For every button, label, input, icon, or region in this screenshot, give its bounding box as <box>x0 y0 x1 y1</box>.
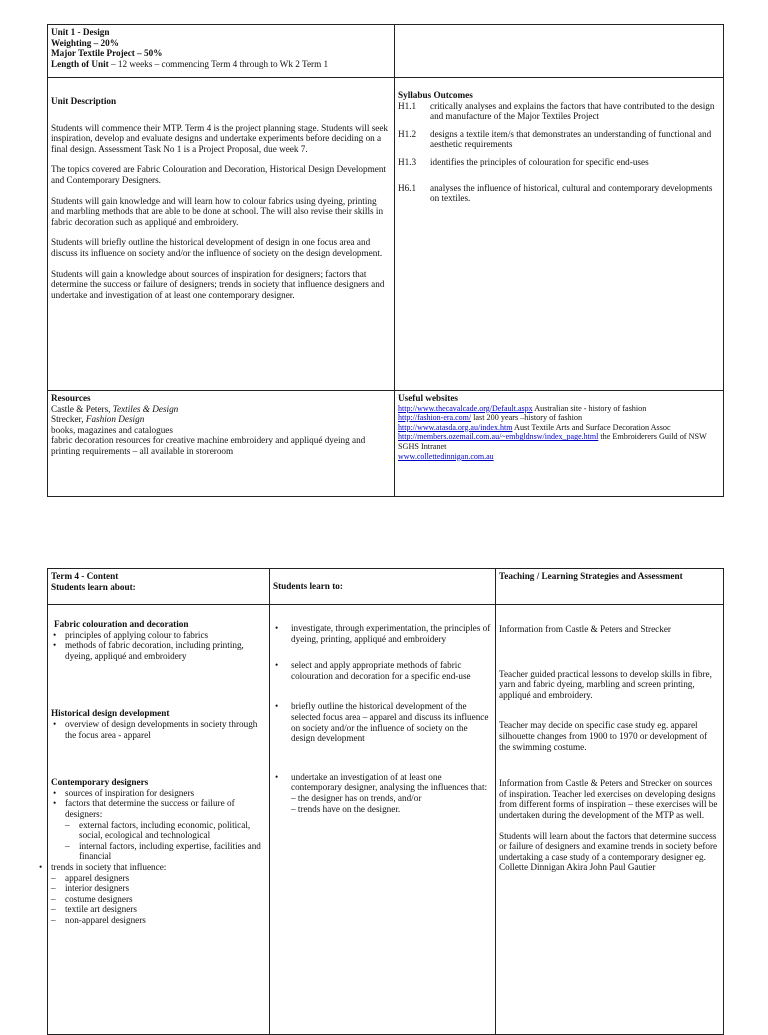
syllabus-outcomes-cell <box>395 78 724 391</box>
website-item <box>398 432 720 442</box>
outcome-code: H6.1 <box>398 182 417 193</box>
term4-content-table <box>47 568 724 1035</box>
website-link[interactable]: www.collettedinnigan.com.au <box>398 451 494 461</box>
description-paragraph: The topics covered are Fabric Colouration and Decoration, Historical Design Development and Contemporary Designers. <box>51 164 386 185</box>
col-header-learn-to <box>270 569 496 605</box>
strategies-cell <box>496 605 724 1035</box>
learn-to-heading: Students learn to: <box>273 581 343 592</box>
outcome-code: H1.2 <box>398 128 417 139</box>
intranet-label: SGHS Intranet <box>398 441 447 451</box>
historical-heading: Historical design development <box>51 708 170 719</box>
header-empty-cell <box>395 25 724 78</box>
sub-list-item: – external factors, including economic, political, social, ecological and technological <box>65 820 266 841</box>
outcome-item <box>398 129 720 150</box>
unit-length-label: Length of Unit <box>51 58 109 69</box>
sub-list-item: – costume designers <box>51 894 266 905</box>
description-paragraph: Students will gain knowledge and will learn how to colour fabrics using dyeing, printing and marbling methods that are able to be done at school. The will also revise their skills in fabric decoration such as appliqué and embroidery. <box>51 195 384 227</box>
list-item: • briefly outline the historical development of the selected focus area – apparel and discuss its influence on society and/or the influence of society on the design development <box>273 701 492 743</box>
website-desc: Australian site - history of fashion <box>532 403 647 413</box>
fabric-list <box>51 630 266 662</box>
contemporary-heading: Contemporary designers <box>51 777 149 788</box>
learn-to-cell <box>270 605 496 1035</box>
sub-list-item: – apparel designers <box>51 873 266 884</box>
website-item <box>398 413 720 423</box>
resources-heading: Resources <box>51 393 91 403</box>
list-item: • principles of applying colour to fabrics <box>51 630 266 641</box>
learn-to-sub: – trends have on the designer. <box>291 803 401 814</box>
resource-author: Castle & Peters, <box>51 403 113 414</box>
list-item: • investigate, through experimentation, the principles of dyeing, printing, appliqué and embroidery <box>273 623 492 644</box>
learn-to-sub: – the designer has on trends, and/or <box>291 792 422 803</box>
list-item <box>273 772 492 814</box>
sub-list-item: – internal factors, including expertise, facilities and financial <box>65 841 266 862</box>
learn-about-heading: Students learn about: <box>51 581 136 592</box>
trends-sublist <box>51 873 266 926</box>
weighting: Weighting – 20% <box>51 37 119 48</box>
factors-sublist <box>65 820 266 862</box>
unit-length <box>51 59 391 70</box>
resource-title: Fashion Design <box>85 414 145 425</box>
outcome-text: critically analyses and explains the factors that have contributed to the design and manufacture of the Major Textiles Project <box>430 100 715 122</box>
useful-websites-heading: Useful websites <box>398 393 458 403</box>
fabric-learn-to-list <box>273 623 492 644</box>
list-item <box>51 798 266 862</box>
list-item: • sources of inspiration for designers <box>51 788 266 799</box>
website-item <box>398 404 720 414</box>
website-link[interactable]: http://www.thecavalcade.org/Default.aspx <box>398 403 533 413</box>
major-project-weighting: Major Textile Project – 50% <box>51 48 163 59</box>
resource-item: books, magazines and catalogues <box>51 424 173 435</box>
outcome-item <box>398 157 720 168</box>
col-header-learn-about <box>48 569 270 605</box>
resource-item: fabric decoration resources for creative machine embroidery and appliqué dyeing and printing requirements – all available in storeroom <box>51 435 366 456</box>
unit-header-cell <box>48 25 395 78</box>
resource-item <box>51 404 391 415</box>
list-item <box>37 862 266 926</box>
website-desc: last 200 years –history of fashion <box>471 413 583 423</box>
useful-websites-cell <box>395 391 724 497</box>
description-paragraph: Students will briefly outline the historical development of design in one focus area and discuss its influence on society and/or the influence of society on the design development. <box>51 237 383 258</box>
website-link[interactable]: http://fashion-era.com/ <box>398 413 472 423</box>
description-paragraph: Students will commence their MTP. Term 4 is the project planning stage. Students will seek inspiration, develop and evaluate designs and undertake experiments before deciding on a final design. Assessment Task No 1 is a Project Proposal, due week 7. <box>51 122 389 154</box>
list-item: • overview of design developments in society through the focus area - apparel <box>51 719 266 740</box>
unit-length-value: – 12 weeks – commencing Term 4 through to Wk 2 Term 1 <box>108 58 329 69</box>
outcome-code: H1.3 <box>398 156 417 167</box>
resources-cell <box>48 391 395 497</box>
historical-learn-to-list <box>273 701 492 743</box>
description-paragraph: Students will gain a knowledge about sources of inspiration for designers; factors that determine the success or failure of designers; trends in society that influence designers and undertake and investigation of at least one contemporary designer. <box>51 268 385 300</box>
fabric-learn-to-list-2 <box>273 660 492 681</box>
unit-description-heading: Unit Description <box>51 96 117 106</box>
strategies-heading: Teaching / Learning Strategies and Assessment <box>499 571 683 581</box>
website-link[interactable]: http://www.atasda.org.au/index.htm <box>398 422 513 432</box>
outcome-text: identifies the principles of colouration for specific end-uses <box>430 156 649 167</box>
resource-title: Textiles & Design <box>112 403 179 414</box>
resource-author: Strecker, <box>51 414 86 425</box>
strategy-text: Teacher guided practical lessons to develop skills in fibre, yarn and fabric dyeing, marbling and screen printing, appliqué and embroidery. <box>499 668 712 700</box>
unit-overview-table <box>47 24 724 497</box>
strategy-text: Information from Castle & Peters and Strecker <box>499 624 671 634</box>
col-header-strategies <box>496 569 724 605</box>
outcome-item <box>398 183 720 204</box>
historical-list <box>51 719 266 740</box>
website-desc: Aust Textile Arts and Surface Decoration Assoc <box>512 422 671 432</box>
outcome-item <box>398 101 720 122</box>
sub-list-item: – textile art designers <box>51 904 266 915</box>
strategy-text: Information from Castle & Peters and Strecker on sources of inspiration. Teacher led exercises on developing designs from different forms of inspiration – these exercises will be undertaken during the development of the MTP as well. <box>499 778 718 820</box>
website-desc: the Embroiderers Guild of NSW <box>598 432 707 442</box>
syllabus-outcomes-heading: Syllabus Outcomes <box>398 90 473 100</box>
unit-title: Unit 1 - Design <box>51 27 110 37</box>
trends-label: trends in society that influence: <box>51 861 167 872</box>
learn-to-text: undertake an investigation of at least one contemporary designer, analysing the influences that: <box>291 771 488 793</box>
list-item: • select and apply appropriate methods of fabric colouration and decoration for a specific end-use <box>273 660 492 681</box>
factors-label: factors that determine the success or failure of designers: <box>65 798 235 819</box>
outcome-code: H1.1 <box>398 100 417 111</box>
designer-names: Collette Dinnigan Akira John Paul Gautier <box>499 862 656 873</box>
term-content-heading: Term 4 - Content <box>51 571 119 581</box>
list-item: • methods of fabric decoration, including printing, dyeing, appliqué and embroidery <box>51 640 266 661</box>
sub-list-item: – interior designers <box>51 883 266 894</box>
outcome-text: analyses the influence of historical, cultural and contemporary developments on textiles. <box>430 182 713 204</box>
fabric-heading: Fabric colouration and decoration <box>54 619 189 629</box>
strategy-text: Students will learn about the factors that determine success or failure of designers and examine trends in society before undertaking a case study of a contemporary designer eg. <box>499 830 718 862</box>
contemporary-learn-to-list <box>273 772 492 814</box>
unit-description-cell <box>48 78 395 391</box>
website-link[interactable]: http://members.ozemail.com.au/~embgldnsw/index_page.html <box>398 432 599 442</box>
outcome-text: designs a textile item/s that demonstrates an understanding of functional and aesthetic requirements <box>430 128 712 150</box>
resource-item <box>51 414 391 425</box>
sub-list-item: – non-apparel designers <box>51 915 266 926</box>
strategy-text: Teacher may decide on specific case study eg. apparel silhouette changes from 1900 to 1970 or development of the swimming costume. <box>499 720 708 752</box>
contemporary-list <box>51 788 266 926</box>
learn-about-cell <box>48 605 270 1035</box>
website-item <box>398 423 720 433</box>
